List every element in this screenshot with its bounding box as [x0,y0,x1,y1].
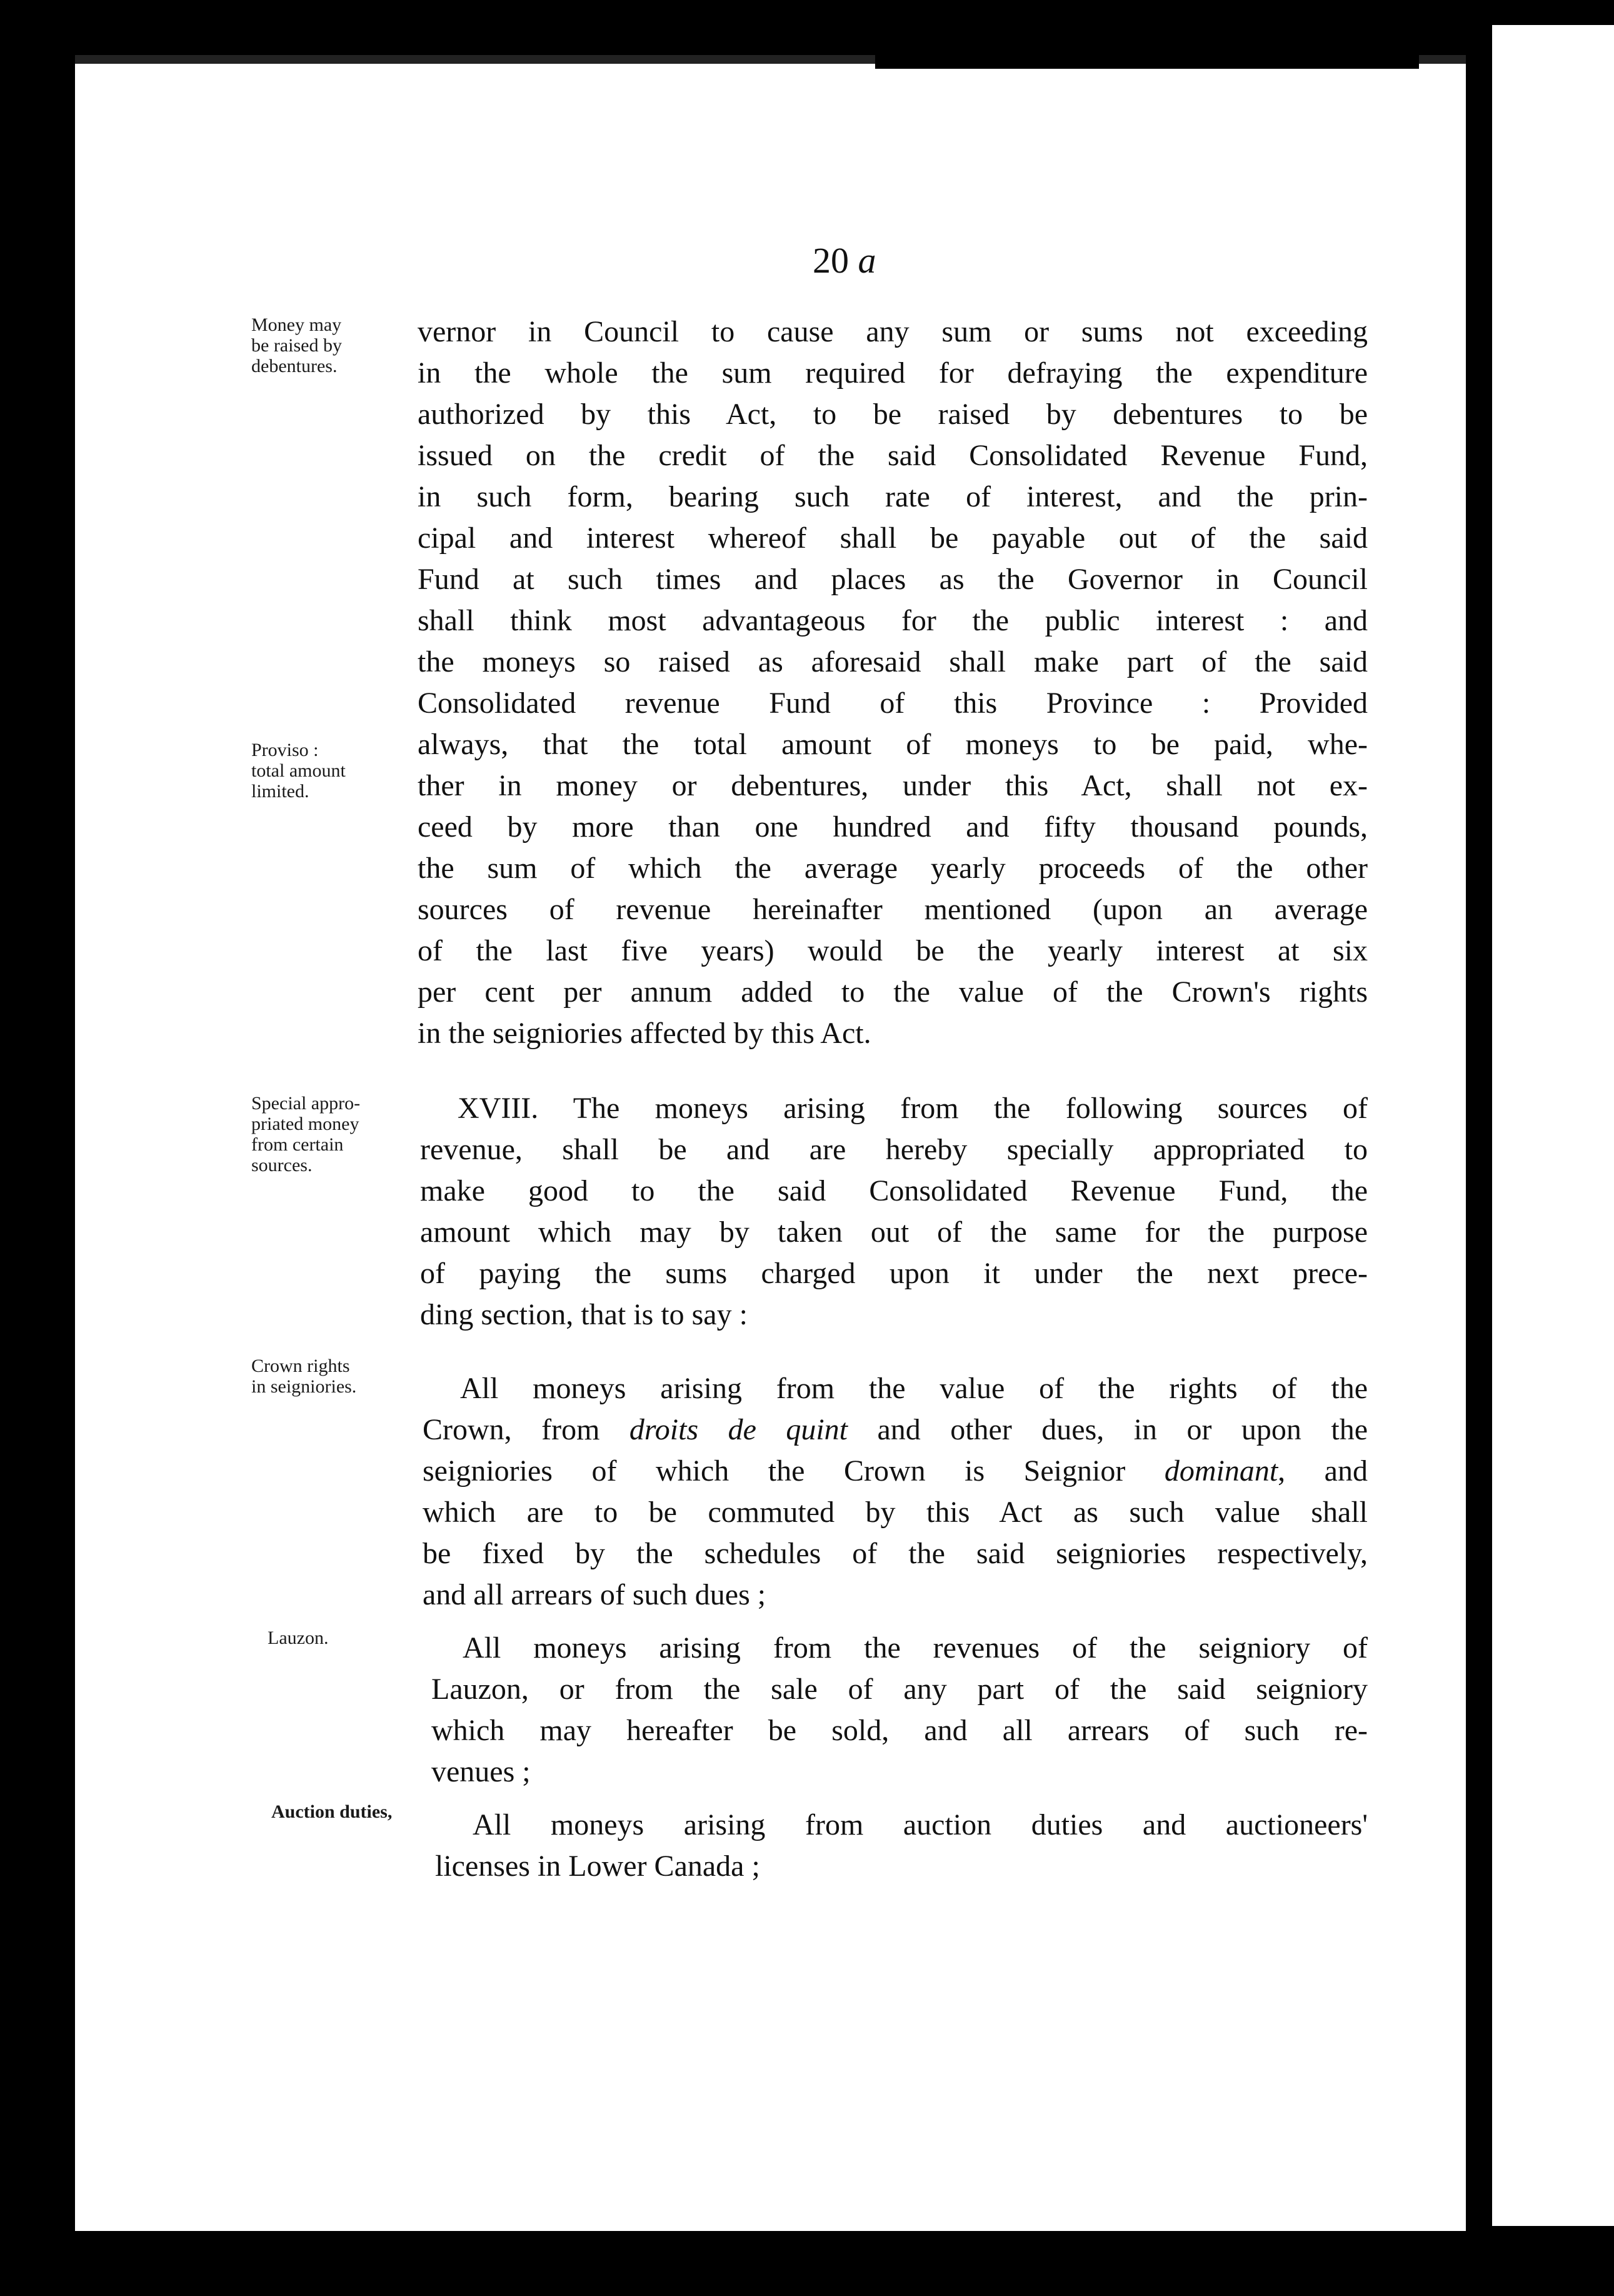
text-line [423,1409,1368,1451]
text-line: ding section, that is to say : [420,1298,748,1331]
text-line: per cent per annum added to the value of the Crown's rights [418,975,1368,1009]
text-line: vernor in Council to cause any sum or sums not exceeding [418,315,1368,348]
text-run: Crown, from [423,1413,629,1446]
text-line: licenses in Lower Canada ; [435,1850,760,1883]
text-line: of the last five years) would be the yearly interest at six [418,934,1368,967]
text-line: Lauzon, or from the sale of any part of the said seigniory [431,1673,1368,1706]
text-line: of paying the sums charged upon it under the next prece- [420,1257,1368,1290]
text-line: amount which may by taken out of the same for the purpose [420,1216,1368,1249]
text-line: in the whole the sum required for defraying the expenditure [418,356,1368,390]
margin-note-line: limited. [251,781,309,802]
text-line: Consolidated revenue Fund of this Province : Provided [418,687,1368,720]
scan-background-strip [1492,25,1614,2226]
text-line: revenue, shall be and are hereby specially appropriated to [420,1133,1368,1166]
text-line: be fixed by the schedules of the said seigniories respectively, [423,1537,1368,1570]
margin-note-line: priated money [251,1114,359,1134]
document-page [75,55,1466,2231]
margin-note-special [251,1093,360,1176]
text-line: sources of revenue hereinafter mentioned (upon an average [418,893,1368,926]
text-line: ceed by more than one hundred and fifty thousand pounds, [418,810,1368,843]
margin-note-line: sources. [251,1155,313,1176]
margin-note-line: Crown rights [251,1356,350,1376]
page-number-letter: a [858,240,876,281]
text-line: the moneys so raised as aforesaid shall make part of the said [418,645,1368,678]
text-line: which may hereafter be sold, and all arrears of such re- [431,1714,1368,1747]
margin-note-auction [271,1801,392,1822]
text-line: the sum of which the average yearly proceeds of the other [418,852,1368,885]
text-line: and all arrears of such dues ; [423,1578,766,1611]
text-line: venues ; [431,1755,531,1788]
text-line: All moneys arising from auction duties and auctioneers' [473,1808,1368,1841]
margin-note-proviso [251,740,346,802]
margin-note-line: from certain [251,1134,344,1155]
text-line: authorized by this Act, to be raised by debentures to be [418,398,1368,431]
margin-note-lauzon [268,1628,328,1648]
margin-note-crown [251,1356,356,1397]
text-line: XVIII. The moneys arising from the following sources of [458,1092,1368,1125]
italic-term: droits de quint [629,1413,848,1446]
text-run: , and [1278,1454,1368,1488]
text-line: ther in money or debentures, under this Act, shall not ex- [418,769,1368,802]
page-number [813,239,876,281]
margin-note-line: Special appro- [251,1093,361,1114]
text-run: and other dues, in or upon the [848,1413,1368,1446]
text-line: All moneys arising from the value of the rights of the [460,1372,1368,1405]
page-top-edge-dark [875,55,1419,69]
text-line: issued on the credit of the said Consolidated Revenue Fund, [418,439,1368,472]
margin-note-line: in seigniories. [251,1376,357,1397]
page-number-digits: 20 [813,240,849,281]
text-line: shall think most advantageous for the public interest : and [418,604,1368,637]
margin-note-debentures [251,315,342,376]
text-line: in the seigniories affected by this Act. [418,1017,871,1050]
text-line: always, that the total amount of moneys to be paid, whe- [418,728,1368,761]
italic-term: dominant [1164,1454,1278,1488]
text-line [423,1451,1368,1492]
text-line: cipal and interest whereof shall be payable out of the said [418,521,1368,555]
text-line: which are to be commuted by this Act as such value shall [423,1496,1368,1529]
margin-note-line: debentures. [251,356,338,376]
text-line: Fund at such times and places as the Governor in Council [418,563,1368,596]
text-line: All moneys arising from the revenues of the seigniory of [463,1631,1368,1664]
margin-note-line: Proviso : [251,740,319,760]
text-line: make good to the said Consolidated Revenue Fund, the [420,1174,1368,1207]
margin-note-line: Auction duties, [271,1801,393,1822]
text-run: seigniories of which the Crown is Seignior [423,1454,1165,1488]
margin-note-line: Money may [251,315,342,335]
text-line: in such form, bearing such rate of interest, and the prin- [418,480,1368,513]
margin-note-line: Lauzon. [268,1628,329,1648]
margin-note-line: be raised by [251,335,342,356]
margin-note-line: total amount [251,760,346,781]
